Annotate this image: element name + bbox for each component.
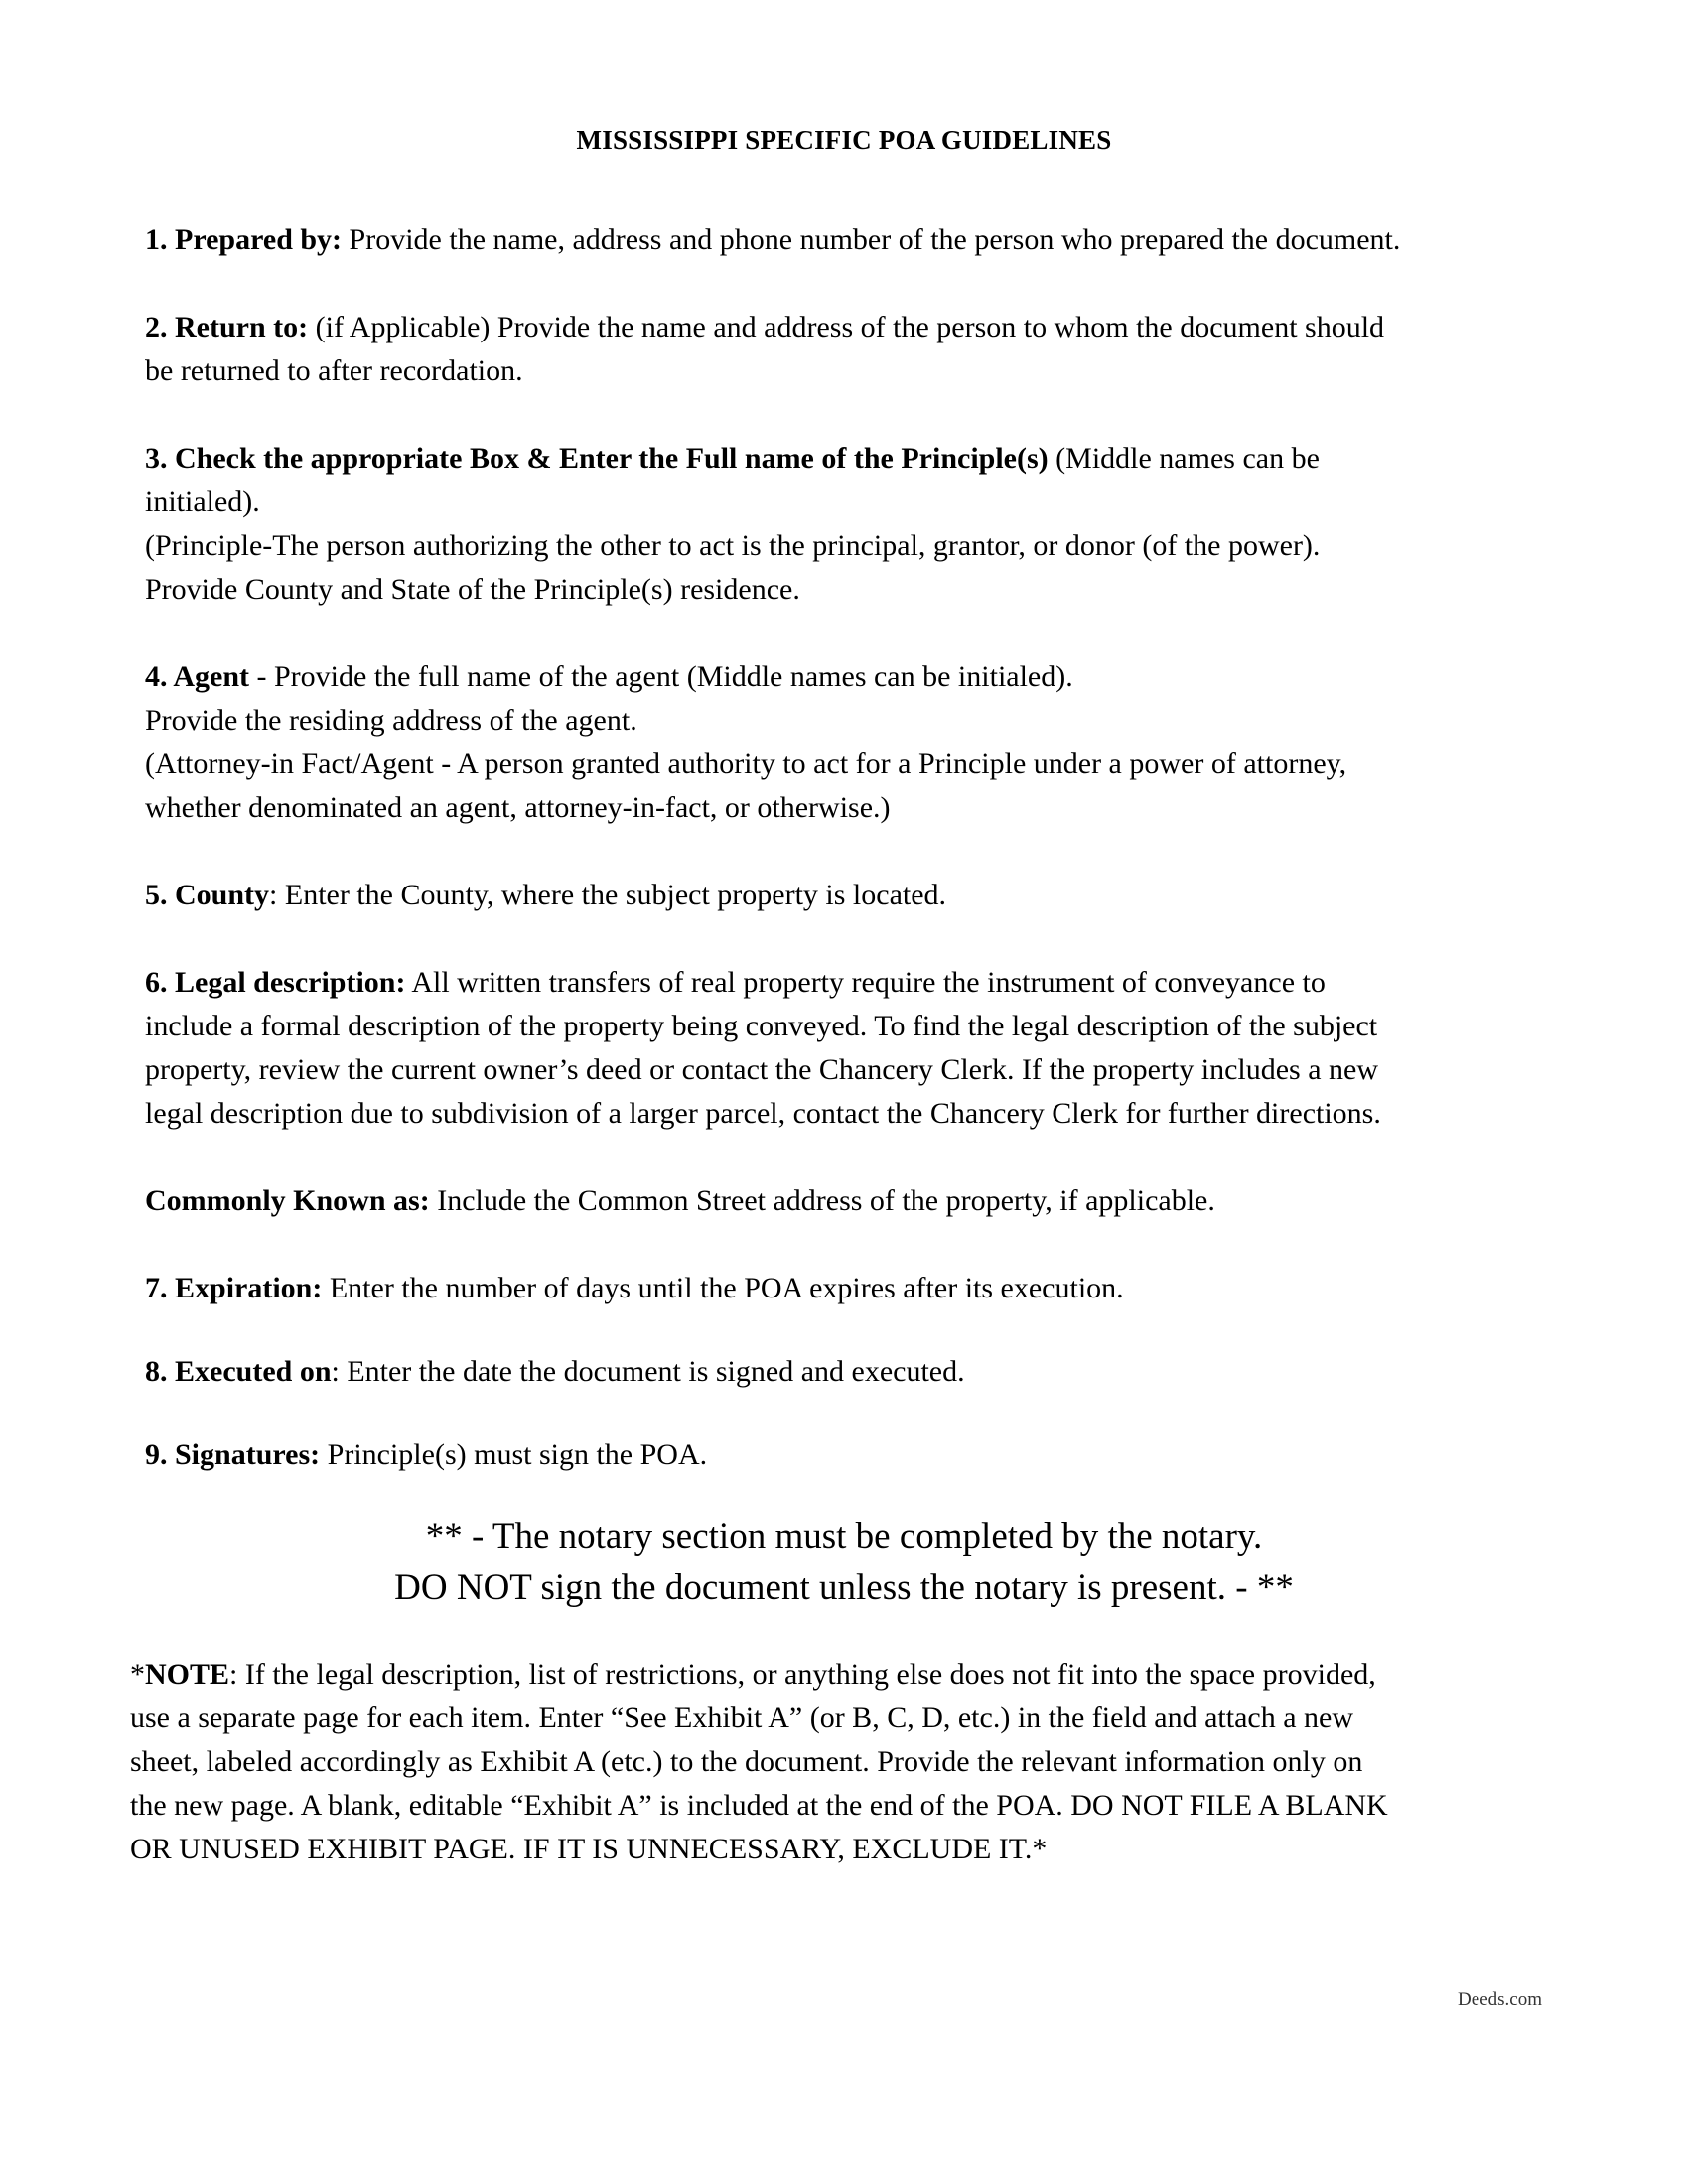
guideline-label: 1. Prepared by: [145, 223, 343, 256]
note-text: the new page. A blank, editable “Exhibit A” is included at the end of the POA. DO NOT FILE A BLANK [130, 1789, 1388, 1822]
guideline-county [145, 874, 1555, 917]
guideline-text: include a formal description of the property being conveyed. To find the legal description of the subject [145, 1010, 1378, 1042]
notary-warning-line: DO NOT sign the document unless the notary is present. - ** [394, 1568, 1294, 1608]
guideline-legal-description [145, 961, 1555, 1136]
guideline-executed-on [145, 1350, 1555, 1394]
guideline-signatures [145, 1433, 1555, 1477]
guideline-text: Provide the name, address and phone number of the person who prepared the document. [342, 223, 1401, 256]
guideline-text: (Principle-The person authorizing the other to act is the principal, grantor, or donor (of the power). [145, 529, 1321, 562]
guideline-label: 4. Agent [145, 660, 249, 693]
note-text: : If the legal description, list of restrictions, or anything else does not fit into the space provided, [229, 1658, 1376, 1691]
guideline-label: 6. Legal description: [145, 966, 406, 999]
note-prefix: * [130, 1658, 145, 1691]
guideline-text: Principle(s) must sign the POA. [320, 1438, 708, 1471]
guideline-text: legal description due to subdivision of a larger parcel, contact the Chancery Clerk for further directions. [145, 1097, 1381, 1130]
footer-brand: Deeds.com [1458, 1989, 1542, 2010]
guideline-text: - Provide the full name of the agent (Middle names can be initialed). [249, 660, 1073, 693]
exhibit-note [130, 1653, 1570, 1871]
guideline-label: 7. Expiration: [145, 1272, 323, 1304]
guideline-text: Provide County and State of the Principle(s) residence. [145, 573, 800, 606]
note-text: use a separate page for each item. Enter “See Exhibit A” (or B, C, D, etc.) in the field and attach a new [130, 1702, 1354, 1734]
page-title: MISSISSIPPI SPECIFIC POA GUIDELINES [576, 125, 1112, 155]
guideline-commonly-known-as [145, 1179, 1555, 1223]
note-text: sheet, labeled accordingly as Exhibit A (etc.) to the document. Provide the relevant information only on [130, 1745, 1363, 1778]
guideline-prepared-by [145, 218, 1555, 262]
guideline-label: Commonly Known as: [145, 1184, 430, 1217]
guideline-text: (if Applicable) Provide the name and address of the person to whom the document should [308, 311, 1385, 343]
guideline-text: (Attorney-in Fact/Agent - A person granted authority to act for a Principle under a power of attorney, [145, 748, 1347, 780]
guideline-text: Enter the number of days until the POA expires after its execution. [322, 1272, 1124, 1304]
guideline-label: 2. Return to: [145, 311, 309, 343]
guideline-text: be returned to after recordation. [145, 354, 523, 387]
guideline-text: All written transfers of real property require the instrument of conveyance to [405, 966, 1326, 999]
guideline-text: property, review the current owner’s deed or contact the Chancery Clerk. If the property includes a new [145, 1053, 1379, 1086]
note-text: OR UNUSED EXHIBIT PAGE. IF IT IS UNNECESSARY, EXCLUDE IT.* [130, 1833, 1048, 1865]
guideline-text: Provide the residing address of the agent. [145, 704, 637, 737]
guideline-text: whether denominated an agent, attorney-in-fact, or otherwise.) [145, 791, 891, 824]
guideline-text: : Enter the County, where the subject property is located. [269, 879, 947, 911]
guideline-principle [145, 437, 1555, 612]
guideline-text: : Enter the date the document is signed and executed. [331, 1355, 965, 1388]
guidelines-list [145, 218, 1555, 1521]
guideline-label: 3. Check the appropriate Box & Enter the Full name of the Principle(s) [145, 442, 1049, 475]
notary-warning-line: ** - The notary section must be completed by the notary. [425, 1516, 1263, 1557]
guideline-expiration [145, 1267, 1555, 1310]
guideline-text: initialed). [145, 485, 260, 518]
guideline-label: 8. Executed on [145, 1355, 332, 1388]
notary-warning [0, 1511, 1688, 1614]
guideline-label: 9. Signatures: [145, 1438, 321, 1471]
guideline-label: 5. County [145, 879, 270, 911]
note-label: NOTE [145, 1658, 230, 1691]
guideline-agent [145, 655, 1555, 830]
guideline-text: Include the Common Street address of the property, if applicable. [429, 1184, 1215, 1217]
guideline-return-to [145, 306, 1555, 393]
guideline-text: (Middle names can be [1048, 442, 1320, 475]
